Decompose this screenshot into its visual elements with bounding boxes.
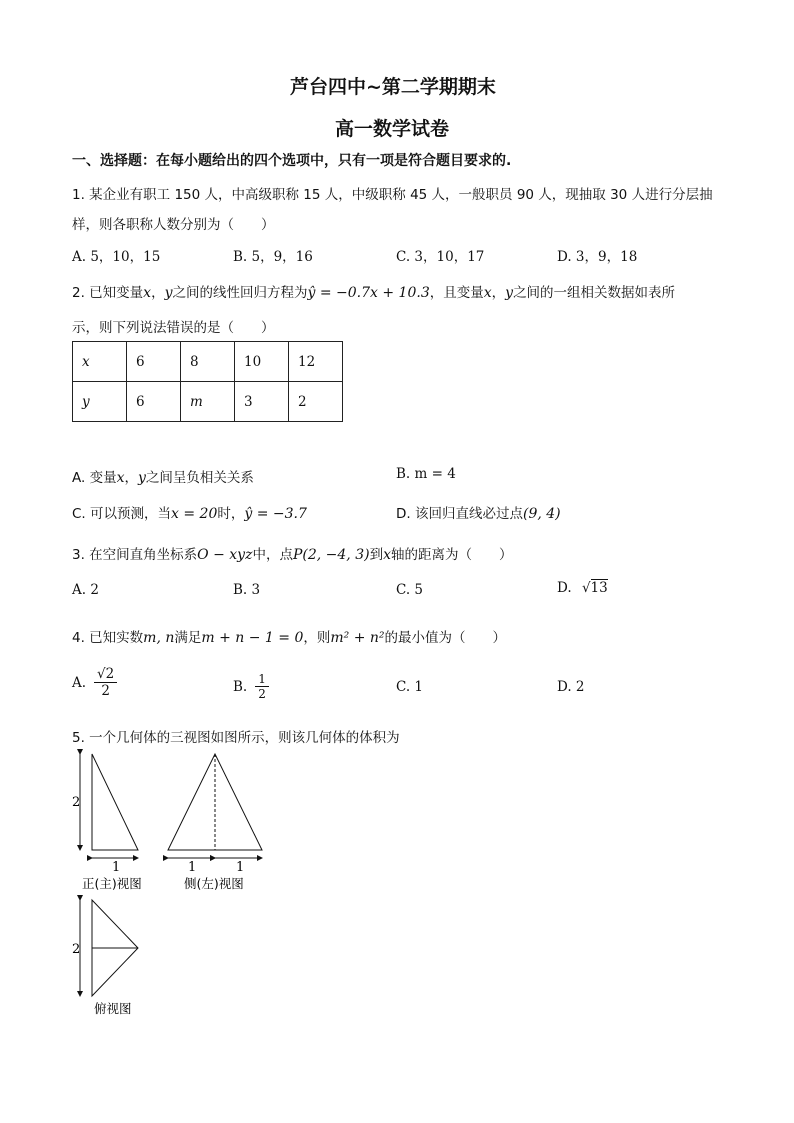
q2-mid2: ，且变量 (429, 285, 484, 301)
q2-option-b: B. m = 4 (396, 466, 456, 482)
q1-option-b: B. 5，9，16 (233, 249, 313, 265)
q3-system: O − xyz (197, 547, 253, 563)
table-cell: x (73, 342, 127, 382)
q2-option-a-comma: ， (124, 470, 138, 486)
q2-comma: ， (151, 285, 165, 301)
q4-expr: m² + n² (330, 630, 385, 646)
q2-option-c-cond: x = 20 (171, 506, 218, 522)
q4-option-b-num: 1 (255, 672, 269, 687)
front-view (80, 754, 138, 858)
q2-tail: 之间的一组相关数据如表所 (513, 285, 676, 301)
q2-var-y: y (164, 285, 173, 301)
front-height-label: 2 (72, 795, 81, 810)
table-cell: 3 (235, 382, 289, 422)
top-height-label: 2 (72, 942, 81, 957)
q2-prefix: 2. 已知变量 (72, 285, 144, 301)
table-cell: 12 (289, 342, 343, 382)
q2-option-a-x: x (116, 470, 125, 486)
q3-option-d-label: D. (557, 580, 572, 596)
q4-option-b-label: B. (233, 678, 248, 695)
section-heading: 一、选择题：在每小题给出的四个选项中，只有一项是符合题目要求的. (72, 153, 512, 169)
q4-option-a-fraction (94, 666, 117, 699)
q2-option-d (396, 502, 561, 522)
q2-option-a-y: y (138, 470, 146, 486)
q1-option-d: D. 3，9，18 (557, 249, 638, 265)
q2-option-d-prefix: D. 该回归直线必过点 (396, 506, 523, 522)
front-width-label: 1 (112, 860, 121, 875)
side-left-label: 1 (188, 860, 197, 875)
q4-tail: 的最小值为（ ） (384, 630, 507, 646)
q2-option-c-mid: 时， (217, 506, 245, 522)
q4-option-d: D. 2 (557, 679, 585, 695)
exam-subtitle: 高一数学试卷 (335, 118, 450, 140)
q4-option-a-label: A. (72, 674, 87, 691)
question-2-line2: 示，则下列说法错误的是（ ） (72, 320, 275, 336)
q2-var-x: x (143, 285, 152, 301)
table-row-x (73, 342, 343, 382)
q4-option-b-fraction (255, 672, 269, 701)
q4-vars: m, n (143, 630, 175, 646)
q4-mid: 满足 (174, 630, 202, 646)
q4-option-b (233, 672, 269, 701)
q3-axis: x (383, 547, 391, 563)
q4-option-b-den: 2 (258, 687, 266, 701)
question-5: 5. 一个几何体的三视图如图所示，则该几何体的体积为 (72, 730, 400, 746)
three-view-figure (60, 748, 290, 1023)
front-view-caption: 正(主)视图 (82, 876, 142, 891)
q3-point: P(2, −4, 3) (292, 547, 370, 563)
q2-option-a (72, 466, 254, 486)
q2-option-c (72, 502, 307, 522)
question-2-line1 (72, 281, 675, 301)
question-1-line2: 样，则各职称人数分别为（ ） (72, 217, 275, 233)
table-cell: y (73, 382, 127, 422)
data-table (72, 341, 343, 422)
top-view (80, 900, 138, 996)
q3-option-b: B. 3 (233, 582, 261, 598)
q2-option-c-prefix: C. 可以预测，当 (72, 506, 172, 522)
q2-equation: ŷ = −0.7x + 10.3 (307, 285, 430, 301)
side-view (168, 754, 262, 858)
table-row-y (73, 382, 343, 422)
q4-option-a-den: 2 (101, 683, 110, 699)
table-cell: 8 (181, 342, 235, 382)
q4-mid2: ，则 (303, 630, 331, 646)
exam-title: 芦台四中~第二学期期末 (290, 76, 496, 98)
q4-cond: m + n − 1 = 0 (201, 630, 304, 646)
q4-option-a-num: √2 (94, 666, 117, 683)
q3-mid: 中，点 (252, 547, 293, 563)
side-view-caption: 侧(左)视图 (184, 876, 244, 891)
q1-option-a: A. 5，10，15 (72, 249, 161, 265)
q3-mid2: 到 (369, 547, 384, 563)
q2-var-y-2: y (505, 285, 514, 301)
table-cell: m (181, 382, 235, 422)
q3-tail: 轴的距离为（ ） (390, 547, 513, 563)
q3-option-d-radicand: 13 (590, 580, 608, 596)
question-1-line1: 1. 某企业有职工 150 人，中高级职称 15 人，中级职称 45 人，一般职员 90 人，现抽取 30 人进行分层抽 (72, 187, 713, 203)
table-cell: 10 (235, 342, 289, 382)
front-view-triangle (92, 754, 138, 850)
question-4 (72, 626, 506, 646)
q3-option-d (557, 580, 608, 596)
q2-comma-2: ， (491, 285, 506, 301)
q4-option-a (72, 666, 117, 699)
question-3 (72, 543, 512, 563)
q4-prefix: 4. 已知实数 (72, 630, 144, 646)
table-cell: 6 (127, 342, 181, 382)
q4-option-c: C. 1 (396, 679, 424, 695)
q2-var-x-2: x (483, 285, 492, 301)
q2-option-a-prefix: A. 变量 (72, 470, 117, 486)
table-cell: 2 (289, 382, 343, 422)
q1-option-c: C. 3，10，17 (396, 249, 485, 265)
sqrt-symbol-icon: √ (581, 580, 591, 596)
top-view-caption: 俯视图 (94, 1001, 132, 1016)
q3-option-c: C. 5 (396, 582, 424, 598)
q2-option-c-val: ŷ = −3.7 (244, 506, 307, 522)
side-right-label: 1 (236, 860, 245, 875)
q2-option-d-point: (9, 4) (522, 506, 561, 522)
q3-option-a: A. 2 (72, 582, 99, 598)
q3-prefix: 3. 在空间直角坐标系 (72, 547, 198, 563)
q2-option-a-tail: 之间呈负相关关系 (145, 470, 254, 486)
q2-mid: 之间的线性回归方程为 (172, 285, 308, 301)
table-cell: 6 (127, 382, 181, 422)
